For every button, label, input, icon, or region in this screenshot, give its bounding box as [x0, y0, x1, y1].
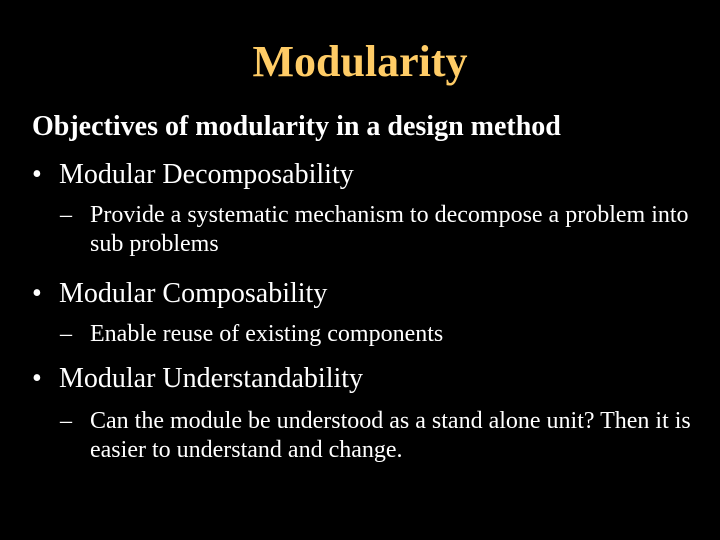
- bullet-label: Modular Decomposability: [59, 159, 354, 190]
- objectives-heading: Objectives of modularity in a design method: [32, 111, 561, 142]
- sub-item-text: Provide a systematic mechanism to decompose a problem into sub problems: [90, 202, 689, 257]
- bullet-marker: •: [32, 159, 42, 190]
- sub-item-understandability: [60, 407, 700, 465]
- dash-marker: –: [60, 202, 72, 228]
- dash-marker: –: [60, 321, 72, 347]
- sub-item-composability: [60, 320, 700, 349]
- sub-item-text: Can the module be understood as a stand alone unit? Then it is easier to understand and change.: [90, 408, 691, 463]
- bullet-label: Modular Composability: [59, 278, 328, 309]
- bullet-label: Modular Understandability: [59, 363, 364, 394]
- dash-marker: –: [60, 408, 72, 434]
- bullet-item-decomposability: [32, 158, 354, 192]
- slide-title: Modularity: [252, 37, 468, 86]
- bullet-item-composability: [32, 277, 327, 311]
- sub-item-text: Enable reuse of existing components: [90, 321, 444, 347]
- bullet-item-understandability: [32, 362, 363, 396]
- sub-item-decomposability: [60, 201, 700, 259]
- bullet-marker: •: [32, 363, 42, 394]
- bullet-marker: •: [32, 278, 42, 309]
